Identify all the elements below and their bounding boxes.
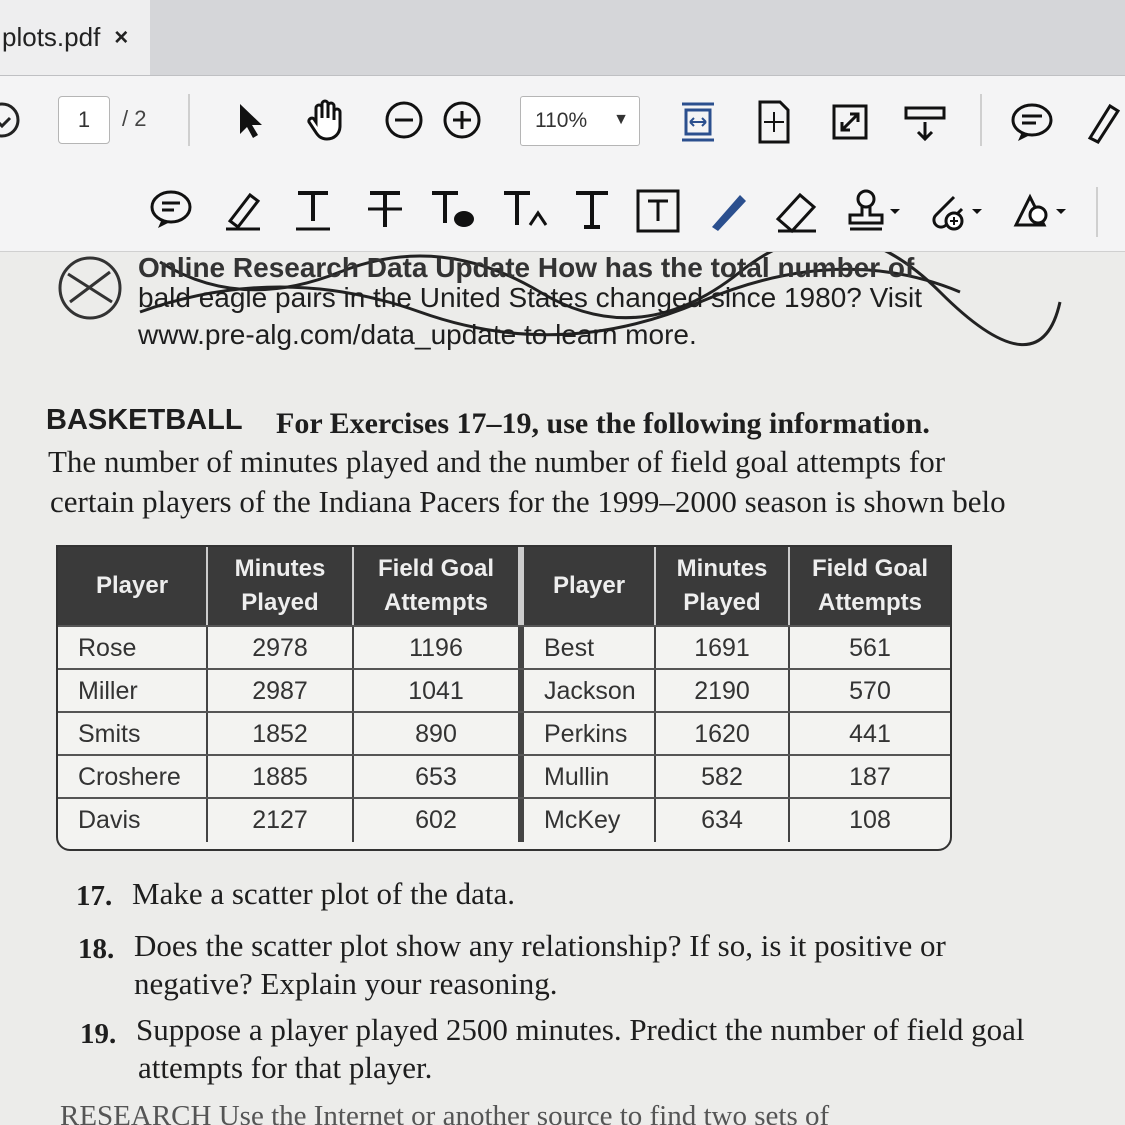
highlight-text-icon[interactable] [220, 187, 266, 233]
sticky-note-icon[interactable] [148, 187, 194, 233]
table-row-divider [58, 797, 950, 799]
pencil-icon[interactable] [704, 187, 752, 235]
section-heading: BASKETBALL [46, 404, 243, 436]
question-18-line1: Does the scatter plot show any relationship? If so, is it positive or [134, 928, 946, 963]
header-minutes-played-2: Minutes Played [656, 547, 790, 625]
table-cell: Jackson [520, 670, 656, 713]
pdf-page [0, 252, 1125, 1125]
tab-title: plots.pdf [2, 22, 101, 52]
table-cell: 1041 [354, 670, 520, 713]
table-cell: 108 [849, 806, 891, 834]
question-19-line2: attempts for that player. [138, 1050, 433, 1085]
toolbar-divider [188, 94, 190, 146]
table-cell: Croshere [58, 756, 208, 799]
fit-width-icon[interactable] [676, 98, 720, 146]
header-player: Player [58, 547, 208, 625]
paragraph-line1: The number of minutes played and the number of field goal attempts for [48, 444, 946, 479]
document-tab[interactable] [0, 0, 150, 75]
question-19-line1: Suppose a player played 2500 minutes. Predict the number of field goal [136, 1012, 1025, 1047]
replace-text-icon[interactable] [428, 187, 478, 233]
toolbar-divider [980, 94, 982, 146]
header-field-goal-attempts: Field Goal Attempts [354, 547, 520, 625]
table-cell: 1852 [208, 713, 354, 756]
table-cell: 561 [849, 634, 891, 662]
table-cell: Rose [58, 627, 208, 670]
page-total: / 2 [122, 106, 147, 131]
table-cell: McKey [520, 799, 656, 842]
previous-page-icon[interactable] [0, 100, 22, 140]
table-cell: 187 [849, 763, 891, 791]
table-cell: 2987 [208, 670, 354, 713]
table-cell: 890 [354, 713, 520, 756]
table-cell: Perkins [520, 713, 656, 756]
online-update-line2: bald eagle pairs in the United States changed since 1980? Visit [138, 282, 923, 313]
research-line-cut: RESEARCH Use the Internet or another source to find two sets of [60, 1100, 830, 1125]
header-minutes-played: Minutes Played [208, 547, 354, 625]
annotation-toolbar [0, 171, 1125, 252]
table-cell: Best [520, 627, 656, 670]
header-player-2: Player [520, 547, 656, 625]
main-toolbar [0, 76, 1125, 171]
question-17-number: 17. [76, 880, 113, 912]
zoom-value: 110% [535, 109, 588, 132]
underline-text-icon[interactable] [292, 187, 334, 233]
table-cell: 2978 [208, 627, 354, 670]
zoom-out-icon[interactable] [382, 98, 426, 142]
table-row-divider [58, 668, 950, 670]
comment-icon[interactable] [1008, 100, 1056, 144]
text-box-icon[interactable] [634, 187, 682, 235]
header-field-goal-attempts-2: Field Goal Attempts [790, 547, 950, 625]
toolbar-divider [1096, 187, 1098, 237]
strikethrough-text-icon[interactable] [364, 187, 406, 233]
table-cell: Davis [58, 799, 208, 842]
shapes-icon[interactable] [1008, 187, 1072, 235]
eraser-icon[interactable] [772, 187, 822, 235]
highlight-pen-icon[interactable] [1080, 98, 1124, 146]
close-icon[interactable]: × [114, 23, 129, 51]
table-cell: 1691 [656, 627, 790, 670]
full-screen-icon[interactable] [828, 98, 872, 146]
online-update-line3: www.pre-alg.com/data_update to learn more. [138, 319, 697, 350]
question-19-number: 19. [80, 1018, 117, 1050]
table-cell: 1885 [208, 756, 354, 799]
stamp-icon[interactable] [844, 187, 904, 235]
read-mode-icon[interactable] [902, 98, 948, 146]
hand-tool-icon[interactable] [302, 94, 352, 144]
table-cell: 634 [656, 799, 790, 842]
online-update-line1: Online Research Data Update How has the total number of [138, 252, 915, 283]
table-cell: 1620 [656, 713, 790, 756]
select-cursor-icon[interactable] [228, 98, 272, 142]
zoom-in-icon[interactable] [440, 98, 484, 142]
add-text-icon[interactable] [570, 187, 614, 233]
paragraph-line2: certain players of the Indiana Pacers for the 1999–2000 season is shown belo [50, 484, 1006, 519]
fit-page-icon[interactable] [752, 98, 796, 146]
table-cell: 2190 [656, 670, 790, 713]
table-cell: 570 [849, 677, 891, 705]
question-17-text: Make a scatter plot of the data. [132, 876, 516, 911]
data-table [56, 545, 952, 851]
question-18-number: 18. [78, 933, 115, 965]
table-cell: Mullin [520, 756, 656, 799]
zoom-select[interactable] [520, 96, 640, 146]
table-cell: 582 [656, 756, 790, 799]
table-row-divider [58, 625, 950, 627]
chevron-down-icon: ▼ [613, 111, 629, 128]
table-row-divider [58, 711, 950, 713]
table-row-divider [58, 754, 950, 756]
page-number-input[interactable]: 1 [58, 96, 110, 144]
attach-file-icon[interactable] [924, 187, 988, 235]
tab-bar [0, 0, 1125, 76]
question-18-line2: negative? Explain your reasoning. [134, 966, 558, 1001]
table-cell: Smits [58, 713, 208, 756]
table-cell: 602 [354, 799, 520, 842]
insert-text-icon[interactable] [500, 187, 550, 233]
table-cell: 1196 [354, 627, 520, 670]
table-cell: 2127 [208, 799, 354, 842]
table-cell: Miller [58, 670, 208, 713]
table-cell: 653 [354, 756, 520, 799]
table-cell: 441 [849, 720, 891, 748]
section-intro: For Exercises 17–19, use the following information. [276, 407, 930, 440]
